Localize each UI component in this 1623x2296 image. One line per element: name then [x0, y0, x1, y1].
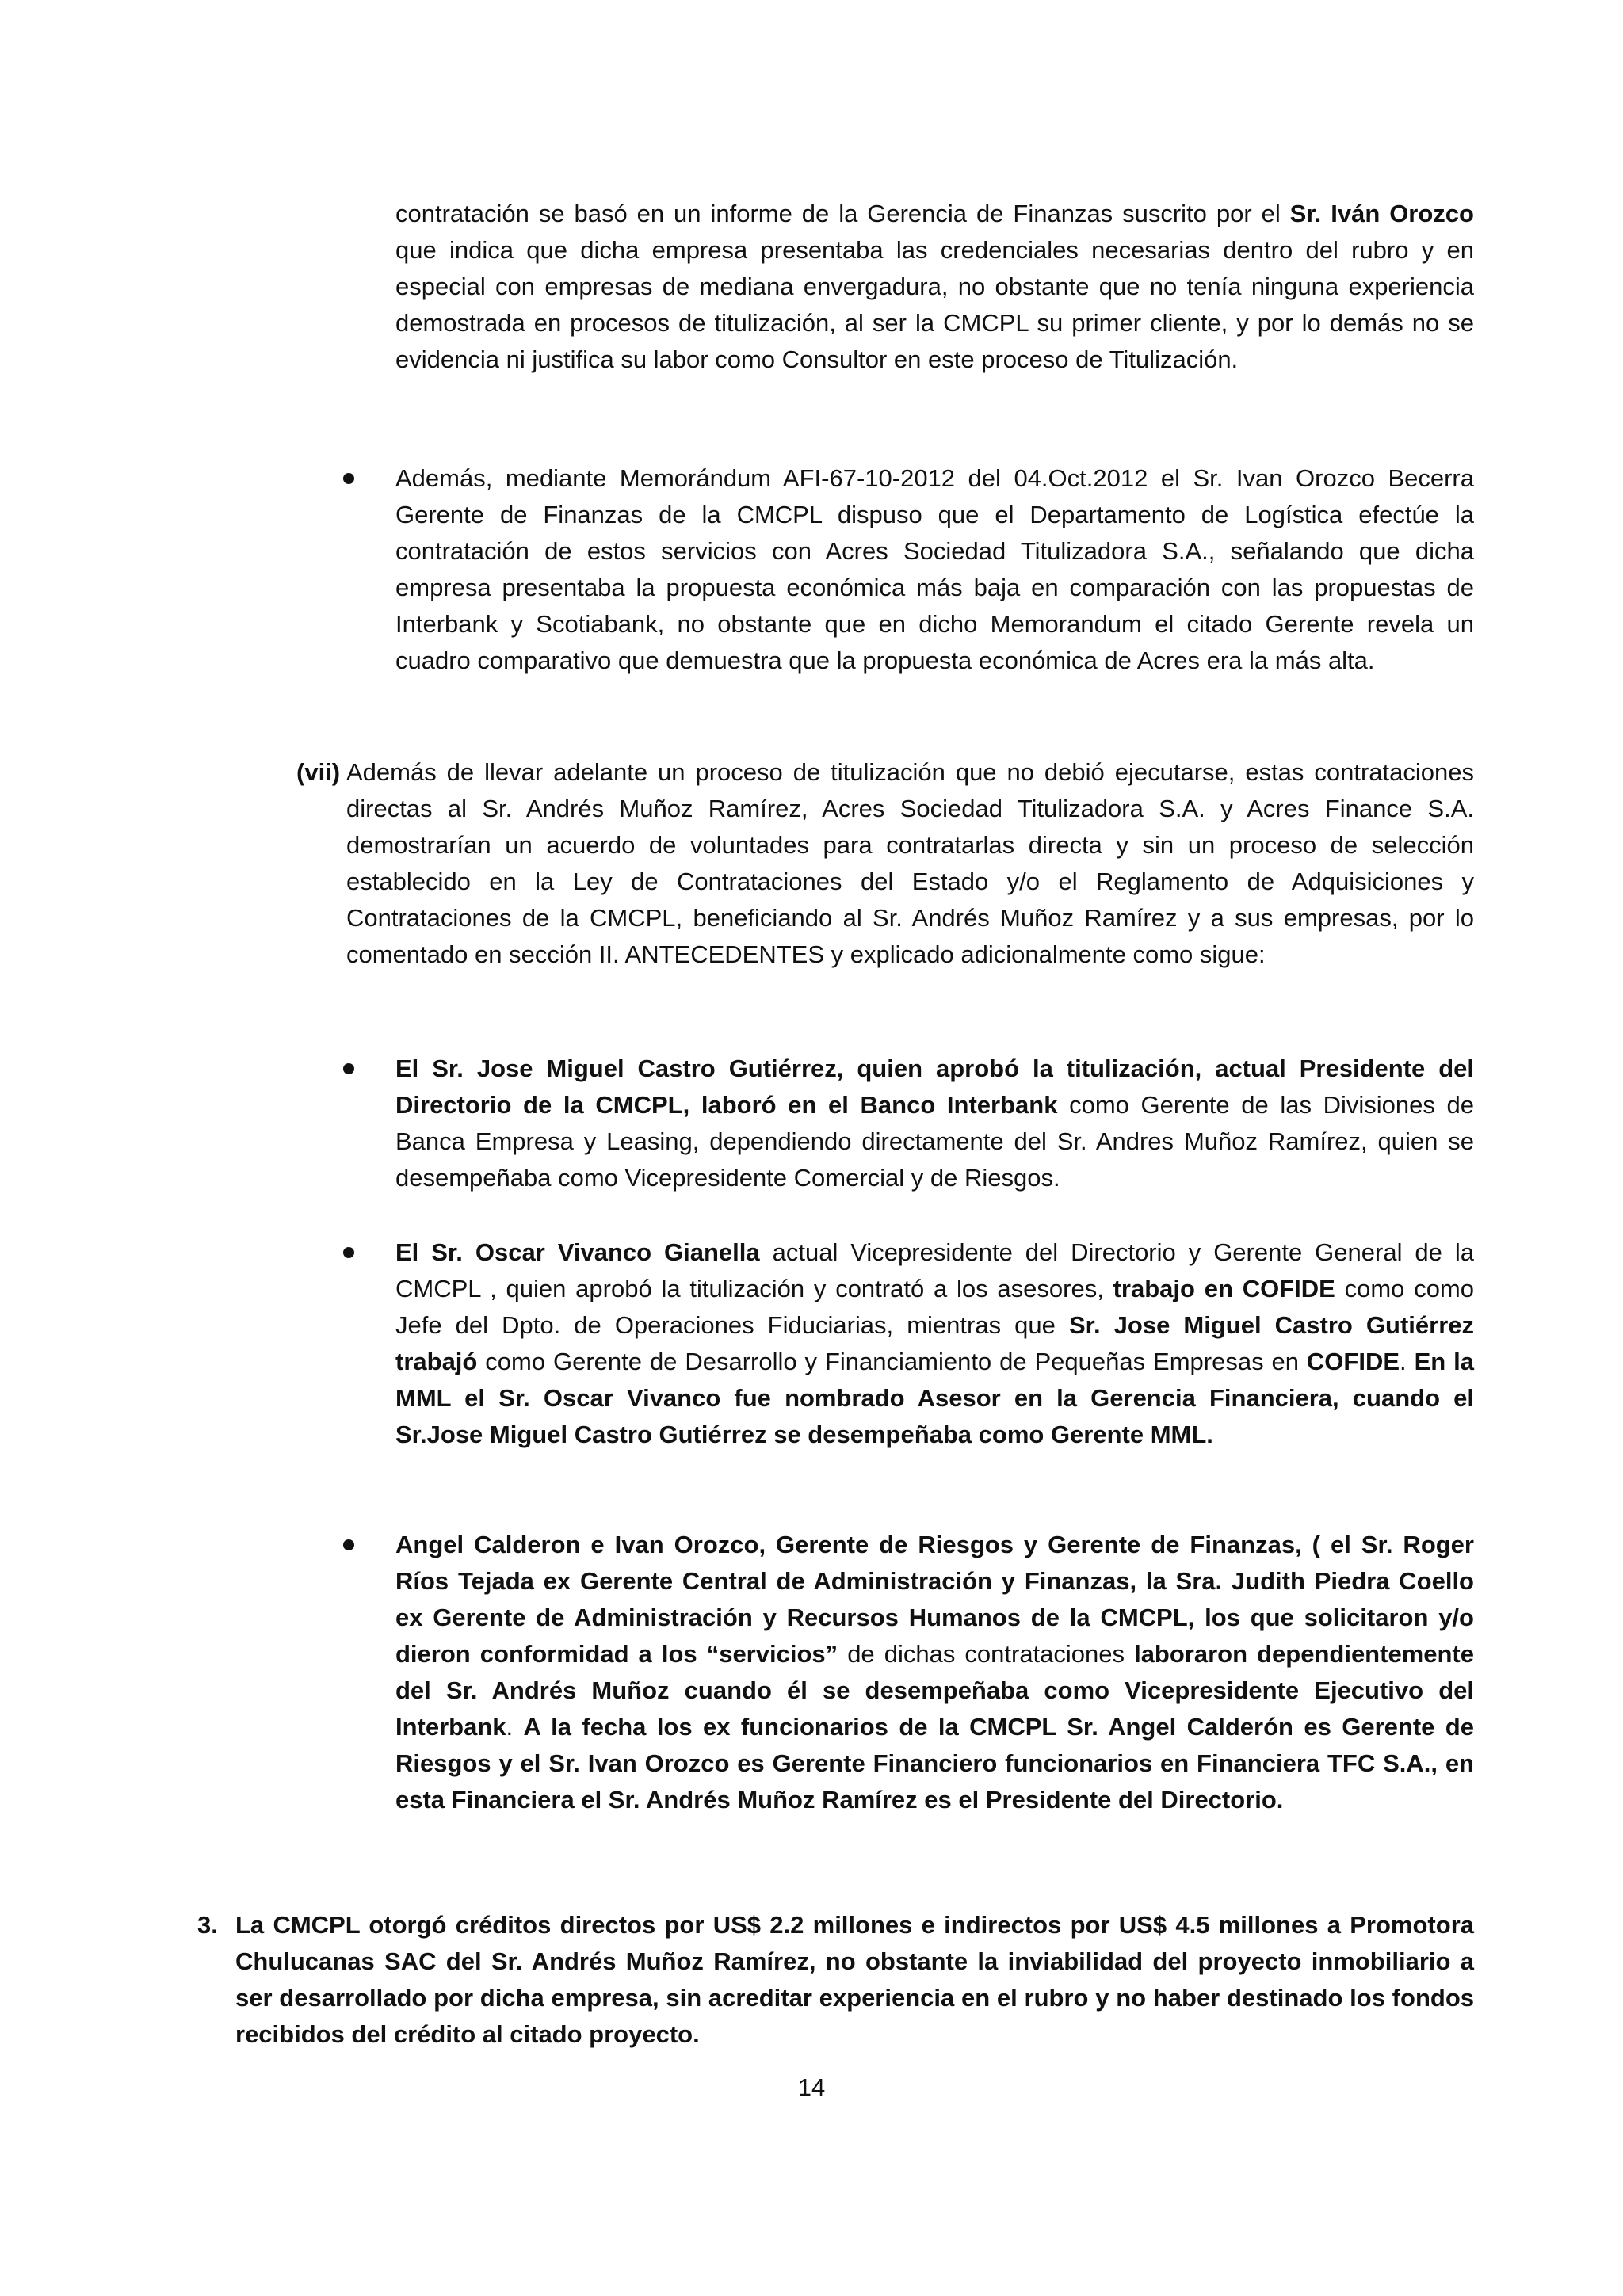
bullet-calderon-orozco: [395, 1527, 1474, 1818]
text-run: contratación se basó en un informe de la Gerencia de Finanzas suscrito por el: [395, 200, 1290, 227]
text-run: Además de llevar adelante un proceso de titulización que no debió ejecutarse, estas contrataciones directas al Sr. Andrés Muñoz Ramírez, Acres Sociedad Titulizadora S.A. y Acres Finance S.A. demostrarían un acuerdo de voluntades para contratarlas directa y sin un proceso de selección establecido en la Ley de Contrataciones del Estado y/o el Reglamento de Adquisiciones y Contrataciones de la CMCPL, beneficiando al Sr. Andrés Muñoz Ramírez y a sus empresas, por lo comentado en sección II. ANTECEDENTES y explicado adicionalmente como sigue:: [346, 758, 1474, 968]
bold-text-run: Angel Calderon e Ivan Orozco, Gerente de Riesgos y Gerente de Finanzas, ( el Sr. Roger Ríos Tejada ex Gerente Central de Administración y Finanzas, la Sra. Judith Piedra Coello ex Gerente de Administración y Recursos Humanos de la CMCPL, los que solicitaron y/o dieron conformidad a los “servicios”: [395, 1531, 1474, 1668]
text-run: como Gerente de Desarrollo y Financiamiento de Pequeñas Empresas en: [477, 1348, 1307, 1375]
text-run: como como Jefe del Dpto. de Operaciones Fiduciarias, mientras que: [395, 1275, 1475, 1339]
text-run: Además, mediante Memorándum AFI-67-10-2012 del 04.Oct.2012 el Sr. Ivan Orozco Becerra Gerente de Finanzas de la CMCPL dispuso que el Departamento de Logística efectúe la contratación de estos servicios con Acres Sociedad Titulizadora S.A., señalando que dicha empresa presentaba la propuesta económica más baja en comparación con las propuestas de Interbank y Scotiabank, no obstante que en dicho Memorandum el citado Gerente revela un cuadro comparativo que demuestra que la propuesta económica de Acres era la más alta.: [395, 464, 1474, 674]
page-number: 14: [797, 2073, 826, 2101]
text-run: .: [506, 1713, 524, 1741]
bullet-icon: [343, 1063, 354, 1074]
text-run: actual Vicepresidente del Directorio y Gerente General de la CMCPL , quien aprobó la titulización y contrató a los asesores,: [395, 1238, 1475, 1302]
text-run: como Gerente de las Divisiones de Banca Empresa y Leasing, dependiendo directamente del Sr. Andres Muñoz Ramírez, quien se desempeñaba como Vicepresidente Comercial y de Riesgos.: [395, 1091, 1474, 1192]
bold-text-run: laboraron dependientemente del Sr. Andrés Muñoz cuando él se desempeñaba como Vicepresidente Ejecutivo del Interbank: [395, 1640, 1474, 1741]
section-3-heading: [235, 1907, 1474, 2053]
bold-text-run: COFIDE: [1306, 1348, 1400, 1375]
bold-text-run: Sr. Iván Orozco: [1289, 200, 1474, 227]
text-run: que indica que dicha empresa presentaba las credenciales necesarias dentro del rubro y en especial con empresas de mediana envergadura, no obstante que no tenía ninguna experiencia demostrada en procesos de titulización, al ser la CMCPL su primer cliente, y por lo demás no se evidencia ni justifica su labor como Consultor en este proceso de Titulización.: [395, 236, 1474, 373]
bold-text-run: trabajo en COFIDE: [1113, 1275, 1335, 1302]
bullet-icon: [343, 473, 354, 484]
text-run: .: [1400, 1348, 1415, 1375]
bold-text-run: El Sr. Oscar Vivanco Gianella: [395, 1238, 760, 1266]
bold-text-run: El Sr. Jose Miguel Castro Gutiérrez, quien aprobó la titulización, actual Presidente del Directorio de la CMCPL, laboró en el Banco Interbank: [395, 1055, 1474, 1119]
item-label-vii: (vii): [296, 758, 341, 786]
text-run: de dichas contrataciones: [838, 1640, 1135, 1668]
bold-text-run: En la MML el Sr. Oscar Vivanco fue nombrado Asesor en la Gerencia Financiera, cuando el Sr.Jose Miguel Castro Gutiérrez se desempeñaba como Gerente MML.: [395, 1348, 1474, 1448]
bold-text-run: La CMCPL otorgó créditos directos por US$ 2.2 millones e indirectos por US$ 4.5 millones a Promotora Chulucanas SAC del Sr. Andrés Muñoz Ramírez, no obstante la inviabilidad del proyecto inmobiliario a ser desarrollado por dicha empresa, sin acreditar experiencia en el rubro y no haber destinado los fondos recibidos del crédito al citado proyecto.: [235, 1911, 1474, 2048]
bullet-memorandum: [395, 460, 1474, 679]
item-vii-text: [346, 754, 1474, 973]
bold-text-run: A la fecha los ex funcionarios de la CMCPL Sr. Angel Calderón es Gerente de Riesgos y el Sr. Ivan Orozco es Gerente Financiero funcionarios en Financiera TFC S.A., en esta Financiera el Sr. Andrés Muñoz Ramírez es el Presidente del Directorio.: [395, 1713, 1474, 1814]
bullet-castro-gutierrez: [395, 1051, 1474, 1196]
section-number-3: 3.: [197, 1911, 218, 1939]
bullet-icon: [343, 1247, 354, 1258]
bullet-icon: [343, 1539, 354, 1550]
bullet-vivanco-gianella: [395, 1234, 1474, 1453]
paragraph-titulizacion-consultor: [395, 196, 1474, 378]
bold-text-run: Sr. Jose Miguel Castro Gutiérrez trabajó: [395, 1311, 1475, 1375]
